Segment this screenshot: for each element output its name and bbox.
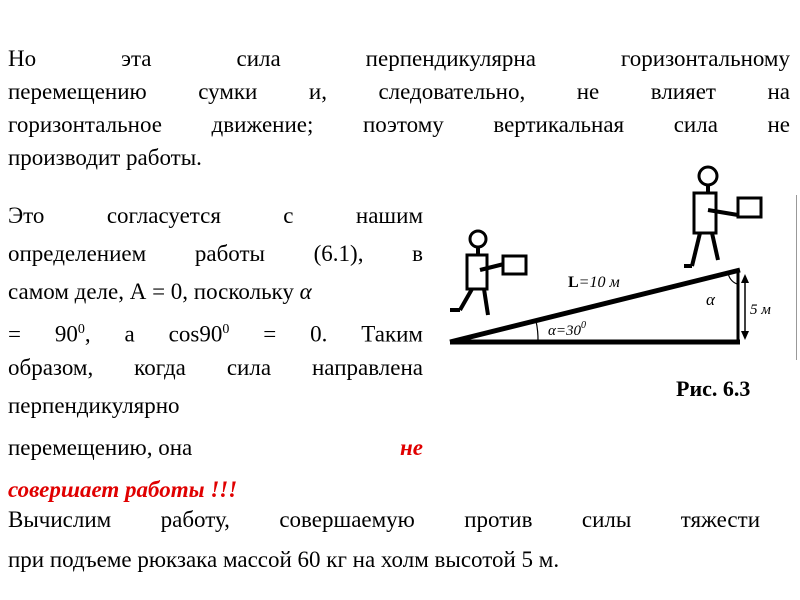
person-bottom — [450, 231, 526, 315]
length-label — [568, 274, 620, 291]
line7-text: перемещению, она — [8, 435, 193, 460]
figure-caption: Рис. 6.3 — [676, 376, 751, 401]
person-bottom-leg-right — [484, 289, 488, 315]
person-bottom-body — [467, 255, 487, 289]
paragraph2-line4 — [8, 313, 423, 351]
person-top-body — [694, 193, 716, 233]
paragraph1-line4: производит работы. — [8, 145, 202, 170]
paragraph1-line3: горизонтальное движение; поэтому вертикальная сила не — [8, 112, 790, 137]
eq-part-c: = 0. Таким — [229, 321, 423, 347]
height-arrow-bottom — [741, 331, 749, 340]
angle-arc — [536, 321, 538, 342]
degree-sup-1: 0 — [77, 322, 85, 337]
person-top-head — [699, 167, 717, 185]
degree-sup-2: 0 — [222, 322, 230, 337]
paragraph2-line6: перпендикулярно — [8, 393, 180, 418]
paragraph3-line2: при подъеме рюкзака массой 60 кг на холм высотой 5 м. — [8, 547, 560, 572]
angle-label-value: =30 — [555, 323, 581, 339]
height-label: 5 м — [750, 302, 771, 318]
paragraph2-line3 — [8, 275, 423, 308]
person-bottom-bag — [503, 256, 526, 274]
line3-text: самом деле, А = 0, поскольку — [8, 279, 294, 304]
angle-label-degree: 0 — [581, 320, 586, 331]
person-top-bag — [738, 198, 761, 217]
paragraph1-line1: Но эта сила перпендикулярна горизонтальному — [8, 46, 790, 71]
angle-label — [548, 320, 586, 339]
person-top-arm — [708, 210, 738, 215]
emphasis-no-work: совершает работы !!! — [8, 477, 238, 502]
paragraph2-line2: определением работы (6.1), в — [8, 241, 423, 266]
eq-part-b: , а cos90 — [84, 321, 223, 347]
top-angle-label: α — [706, 290, 715, 309]
angle-label-alpha: α — [548, 323, 556, 339]
paragraph2-line1: Это согласуется с нашим — [8, 203, 423, 228]
length-label-L: L — [568, 274, 579, 291]
person-top-leg-right — [712, 233, 718, 260]
paragraph1-line2: перемещению сумки и, следовательно, не влияет на — [8, 79, 790, 104]
paragraph3-line1: Вычислим работу, совершаемую против силы тяжести — [8, 507, 760, 532]
paragraph2-line7 — [8, 431, 423, 464]
height-arrow-top — [741, 274, 749, 283]
paragraph2-line5: образом, когда сила направлена — [8, 355, 423, 380]
emphasis-not: не — [400, 435, 423, 460]
incline-figure — [440, 160, 780, 360]
edge-line — [796, 195, 797, 360]
eq-part-a: = 90 — [8, 321, 78, 347]
person-top — [684, 167, 761, 266]
person-bottom-arm — [480, 264, 504, 270]
person-bottom-leg-left — [460, 289, 472, 310]
person-bottom-head — [470, 231, 486, 247]
alpha-symbol: α — [299, 279, 312, 304]
length-label-value: =10 м — [578, 274, 620, 291]
person-top-leg-left — [692, 233, 700, 266]
